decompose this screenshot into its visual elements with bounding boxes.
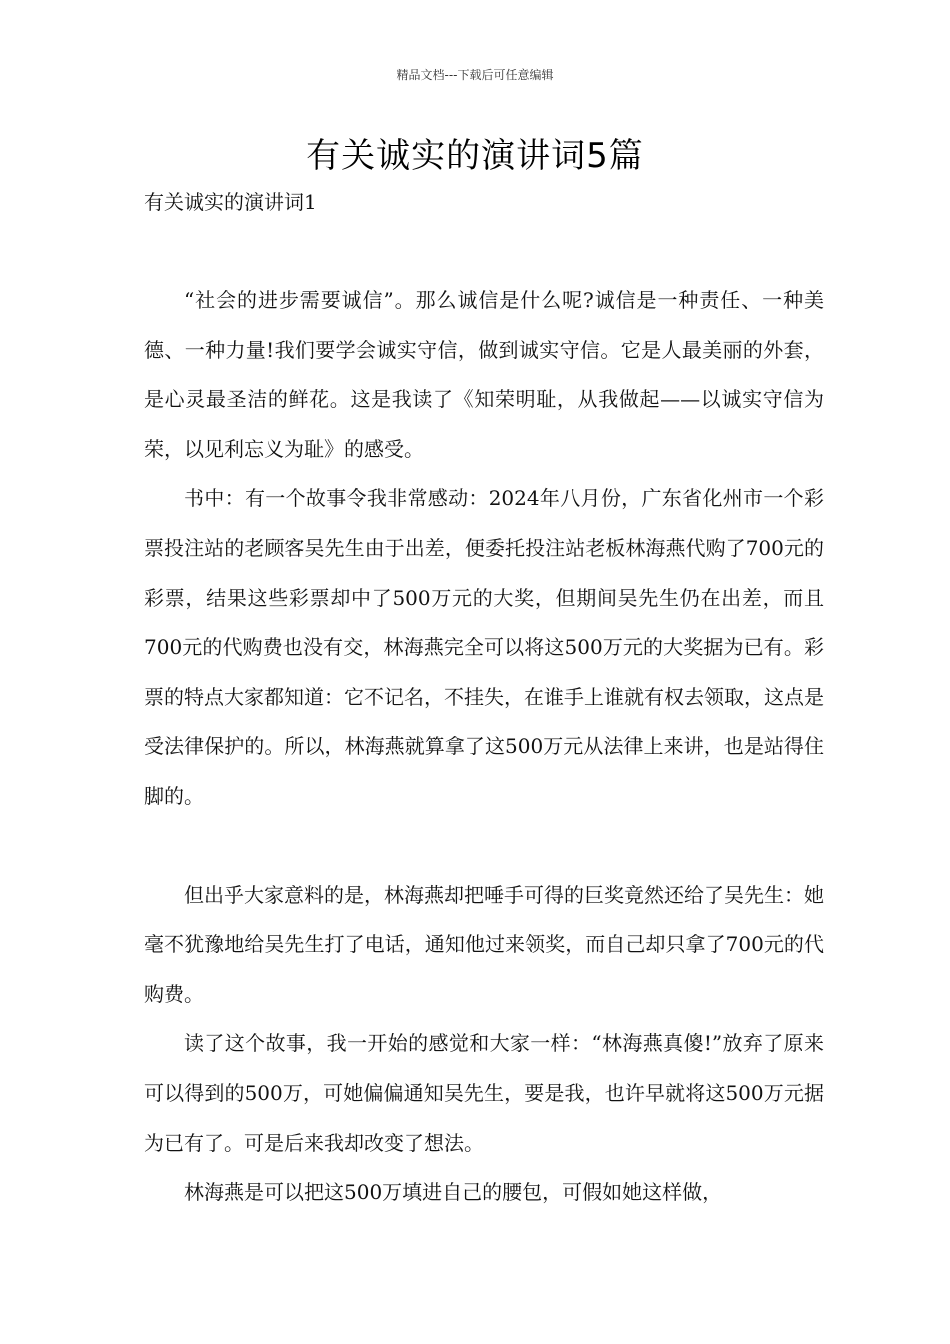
paragraph-4: 读了这个故事，我一开始的感觉和大家一样：“林海燕真傻!”放弃了原来可以得到的500万，可她偏偏通知吴先生，要是我，也许早就将这500万元据为已有了。可是后来我却改变了想法。 <box>144 1031 824 1155</box>
paragraph-1: “社会的进步需要诚信”。那么诚信是什么呢?诚信是一种责任、一种美德、一种力量!我们要学会诚实守信，做到诚实守信。它是人最美丽的外套，是心灵最圣洁的鲜花。这是我读了《知荣明耻，从我做起——以诚实守信为荣，以见利忘义为耻》的感受。 <box>144 288 824 461</box>
paragraph-5: 林海燕是可以把这500万填进自己的腰包，可假如她这样做， <box>184 1180 723 1205</box>
section-heading: 有关诚实的演讲词1 <box>144 190 317 214</box>
page-header-note: 精品文档---下载后可任意编辑 <box>396 68 554 82</box>
paragraph-2: 书中：有一个故事令我非常感动：2024年八月份，广东省化州市一个彩票投注站的老顾客吴先生由于出差，便委托投注站老板林海燕代购了700元的彩票，结果这些彩票却中了500万元的大奖，但期间吴先生仍在出差，而且700元的代购费也没有交，林海燕完全可以将这500万元的大奖据为已有。彩票的特点大家都知道：它不记名，不挂失，在谁手上谁就有权去领取，这点是受法律保护的。所以，林海燕就算拿了这500万元从法律上来讲，也是站得住脚的。 <box>144 486 824 808</box>
document-body <box>144 276 824 1218</box>
paragraph-3: 但出乎大家意料的是，林海燕却把唾手可得的巨奖竟然还给了吴先生：她毫不犹豫地给吴先生打了电话，通知他过来领奖，而自己却只拿了700元的代购费。 <box>144 882 824 1006</box>
document-title: 有关诚实的演讲词5篇 <box>306 136 644 176</box>
